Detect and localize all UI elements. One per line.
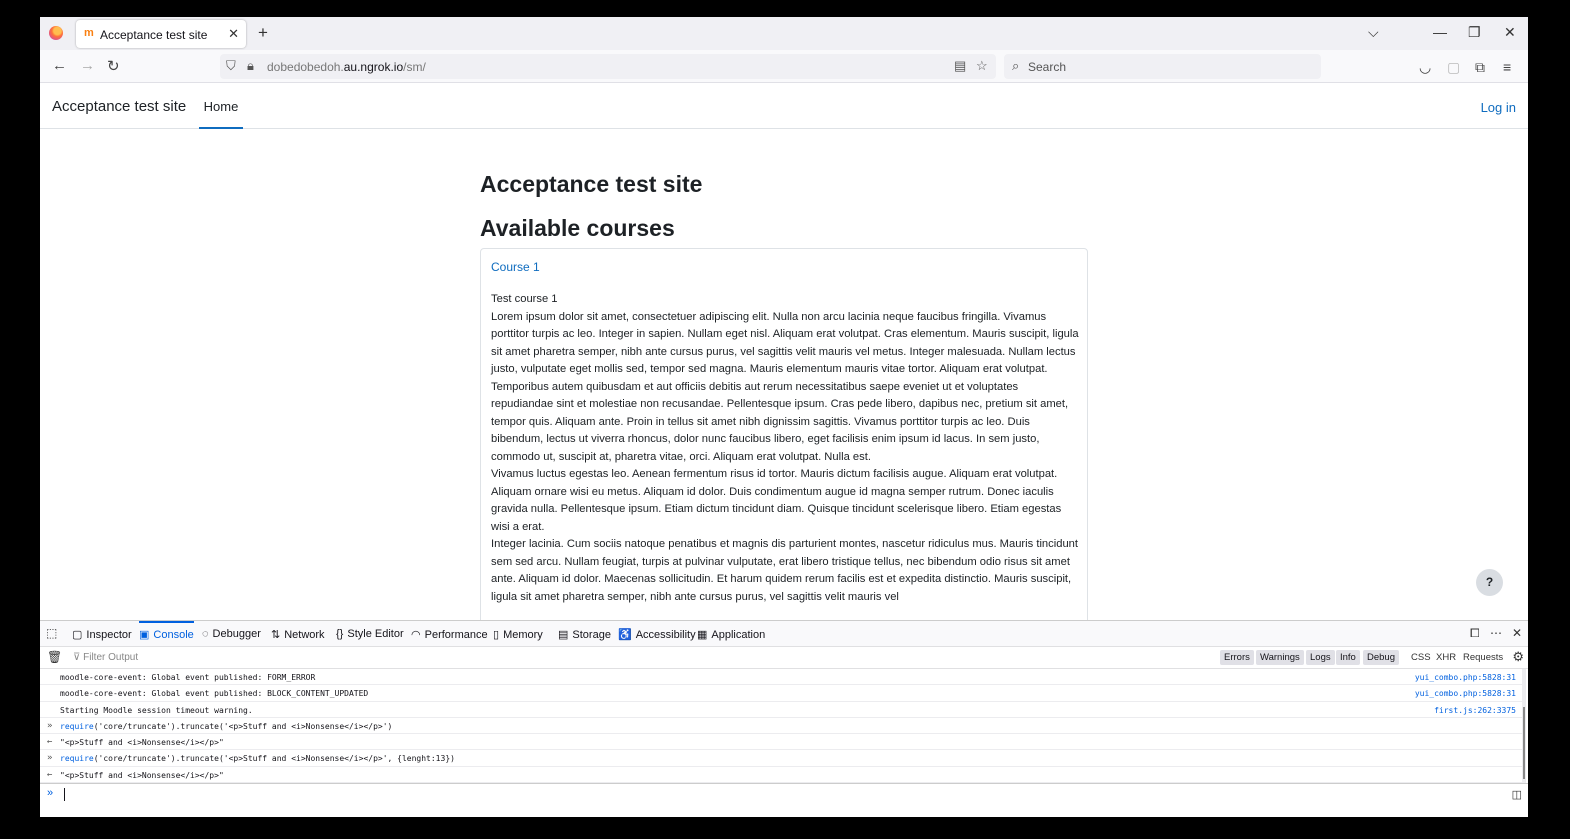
back-icon[interactable]: ← <box>52 57 67 74</box>
performance-icon: ◠ <box>411 629 421 641</box>
nav-home-link[interactable]: Home <box>199 83 243 129</box>
address-bar[interactable] <box>220 54 996 79</box>
tab-accessibility[interactable]: ♿ Accessibility <box>618 629 696 641</box>
clear-console-icon[interactable]: 🗑︎ <box>47 650 63 664</box>
site-navbar <box>40 83 1528 129</box>
reader-view-icon[interactable]: ▤ <box>954 58 967 73</box>
page-title: Acceptance test site <box>480 171 703 197</box>
console-output <box>40 669 1522 783</box>
tab-memory[interactable]: ▯ Memory <box>493 629 543 641</box>
course-paragraph: Integer lacinia. Cum sociis natoque penatibus et magnis dis parturient montes, nascetur ridiculus mus. Mauris tincidunt sem sed arcu. Nullam feugiat, turpis at pulvinar vulputate, erat libero tristique tellus, nec bibendum odio risus sit amet ante. Aliquam id dolor. Maecenas sollicitudin. Et harum quidem rerum facilis est et expedita distinctio. Mauris suscipit, ligula sit amet pharetra semper, nibh ante cursus purus, vel sagittis velit mauris vel <box>491 538 1079 603</box>
course-summary-title: Test course 1 <box>491 293 558 305</box>
tab-network[interactable]: ⇅ Network <box>271 629 325 641</box>
reload-icon[interactable]: ↻ <box>107 58 120 75</box>
accessibility-icon: ♿ <box>618 629 632 641</box>
app-menu-icon[interactable]: ≡ <box>1503 59 1512 75</box>
tab-inspector[interactable]: ▢ Inspector <box>72 629 132 641</box>
close-window-button[interactable]: ✕ <box>1504 24 1516 40</box>
result-arrow-icon: ← <box>47 769 53 780</box>
lock-icon[interactable]: 🔒︎ <box>247 58 254 73</box>
new-tab-button[interactable]: + <box>258 23 268 42</box>
available-courses-heading: Available courses <box>480 215 675 241</box>
filter-errors-button[interactable]: Errors <box>1220 650 1254 665</box>
console-filter-bar <box>40 647 1528 669</box>
text-caret <box>64 788 65 801</box>
style-editor-icon: {} <box>336 628 344 640</box>
bookmark-star-icon[interactable]: ☆ <box>976 58 988 73</box>
login-link[interactable]: Log in <box>1480 100 1516 115</box>
command-prompt-icon: » <box>47 720 53 731</box>
console-result: ← "<p>Stuff and <i>Nonsense</i></p>" <box>40 767 1522 783</box>
extensions-icon[interactable]: ⧉ <box>1475 59 1485 75</box>
help-button[interactable]: ? <box>1476 569 1503 596</box>
forward-icon[interactable]: → <box>80 57 95 74</box>
tab-style-editor[interactable]: {} Style Editor <box>336 628 404 640</box>
search-box[interactable] <box>1004 54 1321 79</box>
more-options-icon[interactable]: ⋯ <box>1490 626 1502 640</box>
inspector-icon: ▢ <box>72 629 83 641</box>
filter-warnings-button[interactable]: Warnings <box>1256 650 1304 665</box>
navigation-toolbar <box>40 50 1528 83</box>
filter-icon: ⊽ <box>73 652 84 663</box>
console-message: Starting Moodle session timeout warning. first.js:262:3375 <box>40 702 1522 718</box>
console-prompt-icon: » <box>47 787 54 799</box>
site-name[interactable]: Acceptance test site <box>52 98 187 115</box>
filter-css-button[interactable]: CSS <box>1411 652 1431 663</box>
result-arrow-icon: ← <box>47 737 53 748</box>
browser-window <box>40 17 1528 817</box>
browser-tab-active[interactable] <box>76 20 246 48</box>
console-message: moodle-core-event: Global event published: FORM_ERROR yui_combo.php:5828:31 <box>40 669 1522 685</box>
storage-icon: ▤ <box>558 629 569 641</box>
list-all-tabs-icon[interactable]: ⌵ <box>1368 24 1379 40</box>
command-prompt-icon: » <box>47 753 53 764</box>
course-link[interactable]: Course 1 <box>491 260 540 274</box>
tab-console[interactable]: ▣ Console <box>139 621 194 647</box>
console-input[interactable] <box>40 783 1528 805</box>
course-summary <box>491 291 1081 606</box>
source-link[interactable]: yui_combo.php:5828:31 <box>1414 689 1516 699</box>
firefox-menu-icon[interactable] <box>49 26 63 40</box>
pocket-icon[interactable]: ◡ <box>1419 59 1432 75</box>
search-placeholder: Search <box>1028 60 1067 74</box>
tab-performance[interactable]: ◠ Performance <box>411 629 488 641</box>
search-icon: ⌕ <box>1012 58 1020 73</box>
restore-window-button[interactable]: ❐ <box>1468 24 1481 40</box>
filter-requests-button[interactable]: Requests <box>1463 652 1504 663</box>
course-paragraph: Temporibus autem quibusdam et aut officiis debitis aut rerum necessitatibus saepe eveniet ut et voluptates repudiandae sint et molestiae non recusandae. Pellentesque ipsum. Cras pede libero, dapibus nec, pretium sit amet, tempor quis. Aliquam ante. Proin in tellus sit amet nibh dignissim sagittis. Vivamus porttitor turpis ac leo. Duis bibendum, lectus ut viverra rhoncus, dolor nunc faucibus libero, eget facilisis enim ipsum id lacus. In sem justo, commodo ut, suscipit at, pharetra vitae, orci. Aliquam erat volutpat. Nulla est. <box>491 380 1069 463</box>
filter-info-button[interactable]: Info <box>1336 650 1360 665</box>
element-picker-icon[interactable]: ⬚ <box>46 626 58 640</box>
console-scroll-thumb[interactable] <box>1523 707 1525 779</box>
course-paragraph: Vivamus luctus egestas leo. Aenean fermentum risus id tortor. Mauris dictum facilisis augue. Aliquam erat volutpat. Aliquam ornare wisi eu metus. Aliquam id dolor. Duis condimentum augue id magna semper rutrum. Donec iaculis gravida nulla. Pellentesque ipsum. Etiam dictum tincidunt diam. Quisque tincidunt scelerisque libero. Etiam egestas wisi a erat. <box>491 468 1062 533</box>
close-tab-icon[interactable]: ✕ <box>228 26 239 41</box>
console-message: moodle-core-event: Global event published: BLOCK_CONTENT_UPDATED yui_combo.php:5828:31 <box>40 685 1522 701</box>
console-result: ← "<p>Stuff and <i>Nonsense</i></p>" <box>40 734 1522 750</box>
tab-storage[interactable]: ▤ Storage <box>558 629 611 641</box>
console-command: » require('core/truncate').truncate('<p>Stuff and <i>Nonsense</i></p>', {lenght:13}) <box>40 750 1522 766</box>
tab-application[interactable]: ▦ Application <box>697 629 766 641</box>
course-card <box>480 248 1088 620</box>
page-content <box>40 129 1528 620</box>
devtools-panel <box>40 620 1528 817</box>
moodle-favicon-icon: m <box>84 27 94 39</box>
source-link[interactable]: yui_combo.php:5828:31 <box>1414 673 1516 682</box>
filter-logs-button[interactable]: Logs <box>1306 650 1335 665</box>
url-text[interactable]: dobedobedoh.au.ngrok.io/sm/ <box>267 60 426 74</box>
application-icon: ▦ <box>697 629 708 641</box>
network-icon: ⇅ <box>271 629 281 641</box>
tab-title: Acceptance test site <box>100 28 208 42</box>
tab-strip <box>40 17 1528 50</box>
filter-output-input[interactable]: ⊽ Filter Output <box>73 652 139 663</box>
extension-placeholder-icon[interactable]: ▢ <box>1447 59 1461 75</box>
course-paragraph: Lorem ipsum dolor sit amet, consectetuer adipiscing elit. Nulla non arcu lacinia neque faucibus fringilla. Vivamus porttitor turpis ac leo. Integer in sapien. Nullam eget nisl. Aliquam erat volutpat. Cras elementum. Mauris suscipit, ligula sit amet pharetra semper, nibh ante cursus purus, vel sagittis velit mauris vel metus. Integer malesuada. Nullam lectus justo, vulputate eget mollis sed, tempor sed magna. Mauris elementum mauris vitae tortor. Aliquam erat volutpat. <box>491 310 1079 375</box>
console-command: » require('core/truncate').truncate('<p>Stuff and <i>Nonsense</i></p>') <box>40 718 1522 734</box>
console-settings-icon[interactable]: ⚙ <box>1512 649 1524 664</box>
tab-debugger[interactable]: ◌ Debugger <box>202 628 261 640</box>
source-link[interactable]: first.js:262:3375 <box>1434 705 1516 715</box>
minimize-window-button[interactable]: — <box>1433 24 1447 40</box>
close-devtools-icon[interactable]: ✕ <box>1512 626 1523 640</box>
editor-mode-icon[interactable]: ◫ <box>1511 789 1522 801</box>
shield-icon[interactable]: ⛉ <box>226 58 236 73</box>
devtools-toolbar <box>40 621 1528 647</box>
filter-debug-button[interactable]: Debug <box>1363 650 1399 665</box>
filter-xhr-button[interactable]: XHR <box>1436 652 1457 663</box>
debugger-icon: ◌ <box>202 628 209 640</box>
console-icon: ▣ <box>139 629 150 641</box>
responsive-design-icon[interactable]: ⧠ <box>1470 626 1480 640</box>
memory-icon: ▯ <box>493 629 500 641</box>
